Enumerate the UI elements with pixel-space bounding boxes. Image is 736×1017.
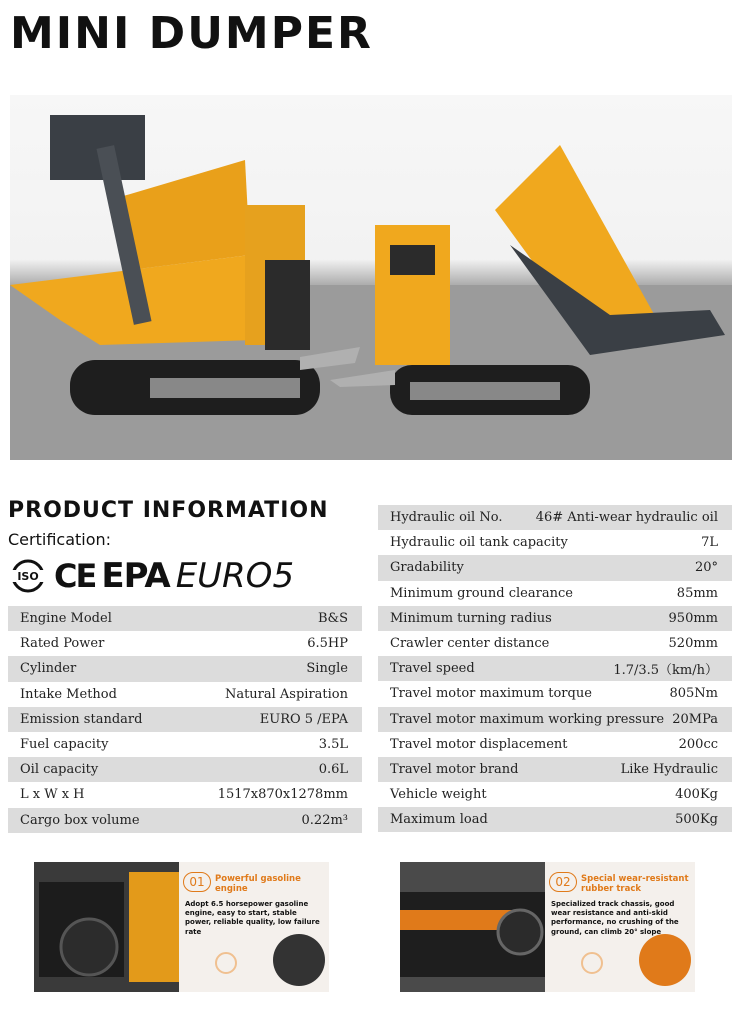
spec-value: Natural Aspiration [224, 686, 348, 702]
spec-label: Cylinder [20, 661, 77, 677]
hand-icon [581, 952, 603, 974]
spec-value: 500Kg [675, 812, 718, 828]
spec-row [8, 656, 362, 681]
spec-label: Oil capacity [20, 762, 99, 778]
spec-row [378, 757, 732, 782]
spec-label: Vehicle weight [390, 787, 487, 803]
spec-label: Gradability [390, 560, 464, 576]
spec-label: Hydraulic oil No. [390, 510, 503, 526]
spec-value: 0.6L [318, 762, 348, 778]
spec-value: 46# Anti-wear hydraulic oil [535, 510, 718, 526]
ce-logo: CE [54, 557, 96, 595]
spec-label: Travel motor maximum torque [390, 686, 592, 702]
certification-label: Certification: [8, 530, 112, 549]
spec-label: Crawler center distance [390, 636, 550, 652]
engine-photo [34, 862, 179, 992]
feature-description: Specialized track chassis, good wear resistance and anti-skid performance, no crushing of the ground, can climb 20° slope [551, 900, 679, 936]
iso-logo-text: ISO [17, 570, 39, 583]
spec-label: Fuel capacity [20, 737, 109, 753]
feature-number: 02 [549, 872, 577, 892]
spec-value: Single [306, 661, 348, 677]
spec-value: Like Hydraulic [620, 761, 718, 777]
spec-label: Engine Model [20, 611, 112, 627]
spec-value: 20MPa [672, 711, 718, 727]
certification-logos [8, 556, 294, 596]
feature-text-card [545, 862, 695, 992]
spec-label: Minimum ground clearance [390, 585, 573, 601]
spec-row [378, 606, 732, 631]
section-title: PRODUCT INFORMATION [8, 498, 329, 523]
euro5-logo: EURO5 [175, 556, 295, 596]
track-photo [400, 862, 545, 992]
spec-table-left [8, 606, 362, 833]
spec-row [8, 707, 362, 732]
spec-row [378, 631, 732, 656]
spec-value: 3.5L [318, 737, 348, 753]
spec-value: 520mm [668, 636, 718, 652]
spec-value: 1.7/3.5（km/h） [613, 663, 718, 679]
spec-label: Travel speed [390, 661, 475, 677]
feature-text-card [179, 862, 329, 992]
spec-row [378, 581, 732, 606]
track-thumbnail [639, 934, 691, 986]
spec-label: Rated Power [20, 636, 105, 652]
spec-row [8, 631, 362, 656]
spec-row [8, 808, 362, 833]
spec-label: Travel motor displacement [390, 736, 568, 752]
feature-card-engine [34, 862, 329, 992]
spec-row [378, 807, 732, 832]
spec-value: EURO 5 /EPA [259, 711, 348, 727]
spec-row [8, 682, 362, 707]
spec-value: 7L [701, 535, 718, 551]
feature-title: Powerful gasoline engine [215, 874, 301, 894]
spec-value: 400Kg [675, 787, 718, 803]
spec-row [378, 530, 732, 555]
spec-row [8, 606, 362, 631]
spec-label: L x W x H [20, 787, 85, 803]
spec-label: Maximum load [390, 812, 488, 828]
spec-row [378, 782, 732, 807]
spec-label: Cargo box volume [20, 812, 140, 828]
spec-label: Intake Method [20, 686, 117, 702]
spec-value: 805Nm [669, 686, 718, 702]
spec-row [378, 732, 732, 757]
page-title: MINI DUMPER [10, 8, 373, 59]
spec-value: 0.22m³ [301, 812, 348, 828]
spec-row [8, 782, 362, 807]
spec-value: 200cc [678, 736, 718, 752]
spec-row [378, 505, 732, 530]
feature-number: 01 [183, 872, 211, 892]
spec-row [378, 555, 732, 580]
spec-value: 20° [694, 560, 718, 576]
feature-title: Special wear-resistant rubber track [581, 874, 689, 894]
engine-thumbnail [273, 934, 325, 986]
spec-value: 1517x870x1278mm [217, 787, 348, 803]
hand-icon [215, 952, 237, 974]
feature-card-track [400, 862, 695, 992]
spec-row [8, 757, 362, 782]
spec-value: 950mm [668, 610, 718, 626]
epa-logo: EPA [101, 556, 170, 596]
spec-value: 85mm [676, 585, 718, 601]
spec-row [378, 656, 732, 681]
hero-product-photo [10, 95, 732, 460]
spec-label: Travel motor maximum working pressure [390, 711, 665, 727]
spec-row [378, 681, 732, 706]
spec-value: 6.5HP [307, 636, 348, 652]
spec-label: Travel motor brand [390, 761, 519, 777]
spec-label: Emission standard [20, 711, 143, 727]
spec-row [378, 707, 732, 732]
mini-dumper-illustration [10, 95, 732, 460]
spec-row [8, 732, 362, 757]
spec-label: Hydraulic oil tank capacity [390, 535, 568, 551]
feature-description: Adopt 6.5 horsepower gasoline engine, easy to start, stable power, reliable quality, low failure rate [185, 900, 320, 936]
iso-logo-icon [8, 559, 48, 593]
spec-value: B&S [317, 611, 348, 627]
spec-label: Minimum turning radius [390, 610, 552, 626]
spec-table-right [378, 505, 732, 832]
